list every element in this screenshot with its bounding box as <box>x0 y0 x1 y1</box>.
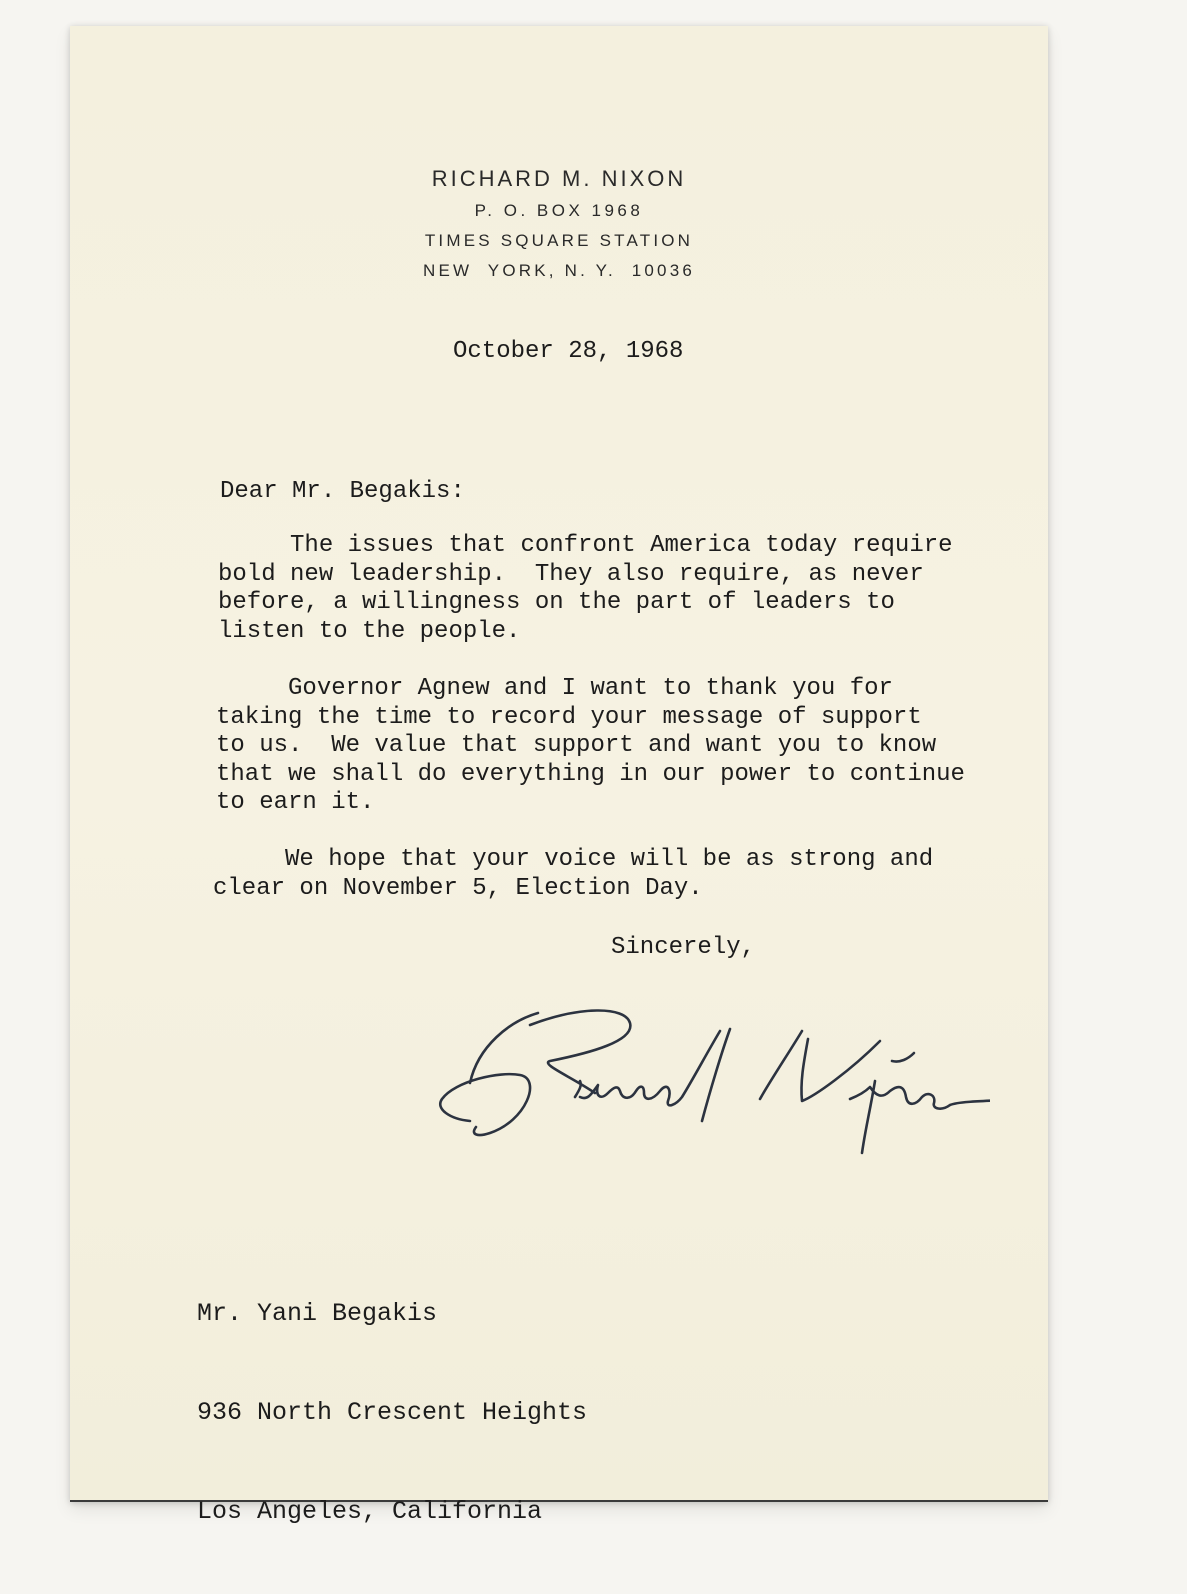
letter-date: October 28, 1968 <box>453 338 684 365</box>
body-paragraph-1: The issues that confront America today require bold new leadership. They also require, as never before, a willingness on the part of leaders to listen to the people. <box>218 532 953 645</box>
recipient-city: Los Angeles, California <box>197 1497 543 1526</box>
letterhead-name: RICHARD M. NIXON <box>431 166 687 191</box>
body-paragraph-3: We hope that your voice will be as strong and clear on November 5, Election Day. <box>213 846 934 902</box>
letterhead-station: TIMES SQUARE STATION <box>424 231 694 250</box>
closing: Sincerely, <box>611 934 756 961</box>
salutation: Dear Mr. Begakis: <box>220 478 465 505</box>
recipient-street: 936 North Crescent Heights <box>197 1398 588 1427</box>
letterhead-city: NEW YORK, N. Y. 10036 <box>422 261 696 280</box>
recipient-address <box>197 1231 587 1594</box>
body-paragraph-2: Governor Agnew and I want to thank you for taking the time to record your message of support to us. We value that support and want you to know that we shall do everything in our power to continue to earn it. <box>216 675 965 816</box>
handwritten-signature <box>430 1001 990 1181</box>
letter-page <box>70 26 1048 1526</box>
letterhead-po-box: P. O. BOX 1968 <box>474 201 644 220</box>
recipient-name: Mr. Yani Begakis <box>197 1299 438 1328</box>
